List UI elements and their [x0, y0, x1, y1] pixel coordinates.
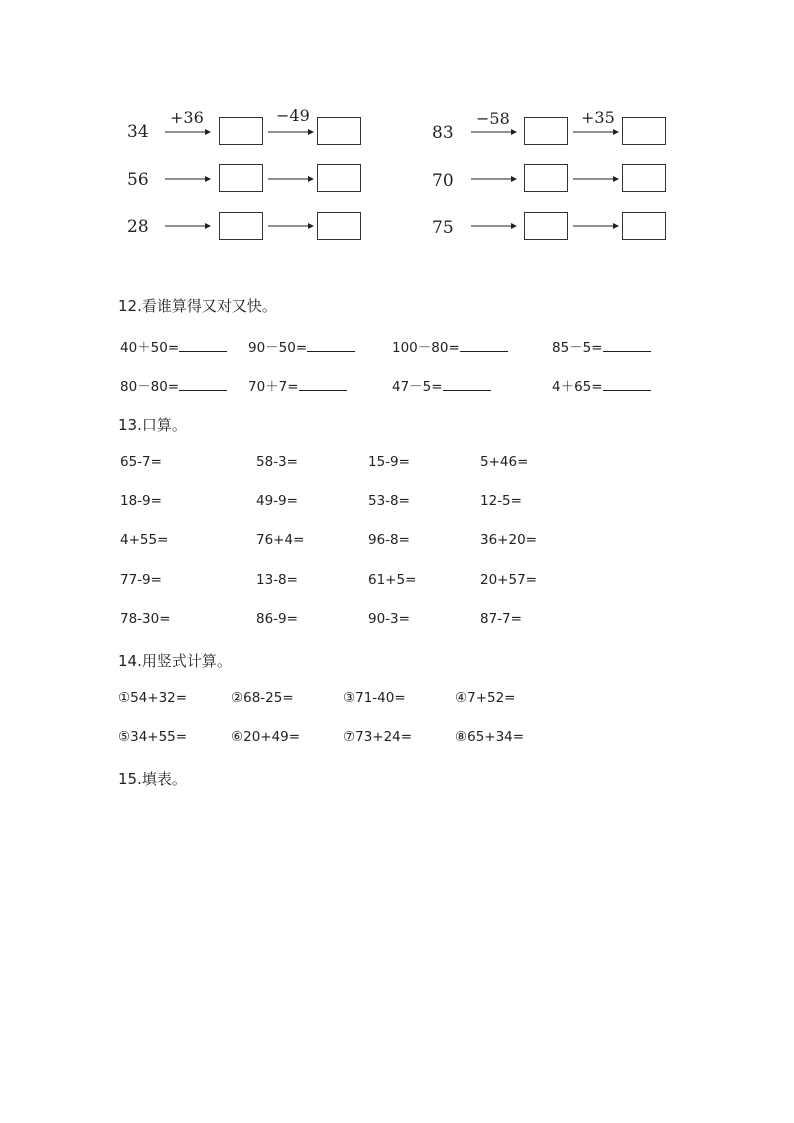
q13-item: 4+55=	[120, 532, 169, 548]
answer-box[interactable]	[622, 117, 666, 145]
arrow-icon	[268, 221, 314, 231]
q12-item: 80－80=	[120, 375, 227, 395]
answer-box[interactable]	[317, 117, 361, 145]
chain-left-start-2: 56	[127, 170, 149, 190]
arrow-icon	[471, 174, 517, 184]
q13-item: 12-5=	[480, 493, 522, 509]
chain-left-op2: −49	[276, 106, 310, 125]
question-13-title: 13.口算。	[118, 416, 187, 434]
answer-blank[interactable]	[179, 339, 227, 352]
q14-item: ③71-40=	[343, 690, 406, 706]
chain-right-start-3: 75	[432, 218, 454, 238]
q13-item: 49-9=	[256, 493, 298, 509]
q12-item: 85－5=	[552, 336, 651, 356]
chain-left-op1: +36	[170, 108, 204, 127]
answer-box[interactable]	[317, 164, 361, 192]
q13-item: 20+57=	[480, 572, 537, 588]
q14-item: ④7+52=	[455, 690, 516, 706]
arrow-icon	[573, 127, 619, 137]
arrow-icon	[471, 221, 517, 231]
answer-box[interactable]	[317, 212, 361, 240]
arrow-icon	[165, 174, 211, 184]
question-14-title: 14.用竖式计算。	[118, 652, 232, 670]
q13-item: 36+20=	[480, 532, 537, 548]
answer-box[interactable]	[219, 164, 263, 192]
q14-item: ⑤34+55=	[118, 729, 188, 745]
chain-right-op1: −58	[476, 109, 510, 128]
question-15-title: 15.填表。	[118, 770, 187, 788]
answer-blank[interactable]	[179, 378, 227, 391]
arrow-icon	[573, 221, 619, 231]
q12-item: 40＋50=	[120, 336, 227, 356]
q12-item: 90－50=	[248, 336, 355, 356]
q13-item: 96-8=	[368, 532, 410, 548]
q12-item: 4＋65=	[552, 375, 651, 395]
q13-item: 77-9=	[120, 572, 162, 588]
q13-item: 65-7=	[120, 454, 162, 470]
q13-item: 90-3=	[368, 611, 410, 627]
q12-item: 100－80=	[392, 336, 508, 356]
answer-box[interactable]	[219, 212, 263, 240]
answer-blank[interactable]	[603, 378, 651, 391]
question-12-title: 12.看谁算得又对又快。	[118, 297, 277, 315]
q13-item: 86-9=	[256, 611, 298, 627]
arrow-icon	[573, 174, 619, 184]
q13-item: 58-3=	[256, 454, 298, 470]
q13-item: 5+46=	[480, 454, 529, 470]
q13-item: 61+5=	[368, 572, 417, 588]
arrow-icon	[165, 127, 211, 137]
answer-blank[interactable]	[307, 339, 355, 352]
q12-item: 47－5=	[392, 375, 491, 395]
arrow-icon	[268, 174, 314, 184]
answer-box[interactable]	[219, 117, 263, 145]
q14-item: ⑧65+34=	[455, 729, 525, 745]
answer-blank[interactable]	[460, 339, 508, 352]
chain-left-start-3: 28	[127, 217, 149, 237]
answer-box[interactable]	[622, 164, 666, 192]
q13-item: 15-9=	[368, 454, 410, 470]
arrow-icon	[268, 127, 314, 137]
q14-item: ⑦73+24=	[343, 729, 413, 745]
chain-right-start-1: 83	[432, 123, 454, 143]
q13-item: 53-8=	[368, 493, 410, 509]
chain-right-op2: +35	[581, 108, 615, 127]
chain-right-start-2: 70	[432, 171, 454, 191]
arrow-icon	[471, 127, 517, 137]
q12-item: 70＋7=	[248, 375, 347, 395]
q13-item: 13-8=	[256, 572, 298, 588]
q13-item: 76+4=	[256, 532, 305, 548]
answer-box[interactable]	[524, 117, 568, 145]
q14-item: ①54+32=	[118, 690, 188, 706]
answer-blank[interactable]	[603, 339, 651, 352]
answer-blank[interactable]	[443, 378, 491, 391]
q14-item: ⑥20+49=	[231, 729, 301, 745]
chain-left-start-1: 34	[127, 122, 149, 142]
q13-item: 78-30=	[120, 611, 171, 627]
q13-item: 87-7=	[480, 611, 522, 627]
answer-box[interactable]	[524, 164, 568, 192]
answer-box[interactable]	[622, 212, 666, 240]
answer-box[interactable]	[524, 212, 568, 240]
answer-blank[interactable]	[299, 378, 347, 391]
q13-item: 18-9=	[120, 493, 162, 509]
q14-item: ②68-25=	[231, 690, 294, 706]
arrow-icon	[165, 221, 211, 231]
